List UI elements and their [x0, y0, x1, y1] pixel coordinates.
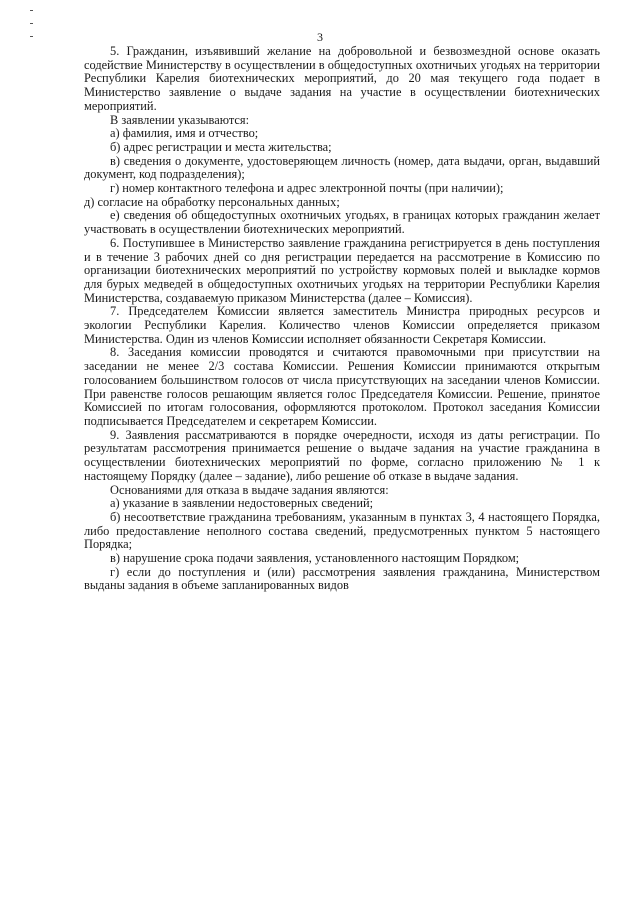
- refusal-item-b: б) несоответствие гражданина требованиям, указанным в пунктах 3, 4 настоящего Порядка, либо предоставление неполного состава сведений, предусмотренных пунктом 5 настоящего Порядка;: [84, 509, 600, 552]
- list-item-a: а) фамилия, имя и отчество;: [110, 126, 259, 141]
- refusal-item-v: в) нарушение срока подачи заявления, установленного настоящим Порядком;: [110, 551, 520, 566]
- list-item-e: е) сведения об общедоступных охотничьих угодьях, в границах которых гражданин желает участвовать в осуществлении биотехнических мероприятий.: [84, 208, 600, 237]
- refusal-item-a: а) указание в заявлении недостоверных сведений;: [110, 496, 374, 511]
- refusal-item-g: г) если до поступления и (или) рассмотрения заявления гражданина, Министерством выданы задания в объеме запланированных видов: [84, 564, 600, 593]
- list-item-b: б) адрес регистрации и места жительства;: [110, 139, 332, 154]
- paragraph-7: 7. Председателем Комиссии является заместитель Министра природных ресурсов и экологии Республики Карелия. Количество членов Комиссии определяется приказом Министерства. Один из членов Комиссии исполняет обязанности Секретаря Комиссии.: [84, 304, 600, 346]
- list-item-g: г) номер контактного телефона и адрес электронной почты (при наличии);: [110, 181, 504, 196]
- paragraph-8: 8. Заседания комиссии проводятся и считаются правомочными при присутствии на заседании не менее 2/3 состава Комиссии. Решения Комиссии принимаются открытым голосованием большинством голосов от числа присутствующих на заседании членов Комиссии. При равенстве голосов решающим является голос Председателя Комиссии. Решение, принятое Комиссией по итогам голосования, оформляются протоколом. Протокол заседания Комиссии подписывается Председателем и секретарем Комиссии.: [84, 345, 600, 428]
- document-body: [84, 45, 600, 593]
- paragraph-6: 6. Поступившее в Министерство заявление гражданина регистрируется в день поступления и в течение 3 рабочих дней со дня регистрации передается на рассмотрение в Комиссию по организации биотехнических мероприятий по устройству кормовых полей и выкладке кормов для бурых медведей в общедоступных охотничьих угодьях на территории Республики Карелия Министерства, создаваемую приказом Министерства (далее – Комиссия).: [84, 235, 600, 305]
- paragraph-application-contents-heading: В заявлении указываются:: [110, 112, 250, 127]
- paragraph-9: 9. Заявления рассматриваются в порядке очередности, исходя из даты регистрации. По результатам рассмотрения принимается решение о выдаче задания на участие гражданина в осуществлении биотехнических мероприятий по форме, согласно приложению № 1 к настоящему Порядку (далее – задание), либо решение об отказе в выдаче задания.: [84, 427, 600, 483]
- list-item-d: д) согласие на обработку персональных данных;: [84, 194, 340, 209]
- list-item-v: в) сведения о документе, удостоверяющем личность (номер, дата выдачи, орган, выдавший документ, код подразделения);: [84, 153, 600, 182]
- page-number: 3: [317, 30, 323, 44]
- paragraph-5: 5. Гражданин, изъявивший желание на добровольной и безвозмездной основе оказать содействие Министерству в осуществлении в общедоступных охотничьих угодьях на территории Республики Карелия биотехнических мероприятий, до 20 мая текущего года подает в Министерство заявление о выдаче задания на участие в осуществлении биотехнических мероприятий.: [84, 44, 600, 113]
- paragraph-refusal-grounds-heading: Основаниями для отказа в выдаче задания являются:: [110, 482, 389, 497]
